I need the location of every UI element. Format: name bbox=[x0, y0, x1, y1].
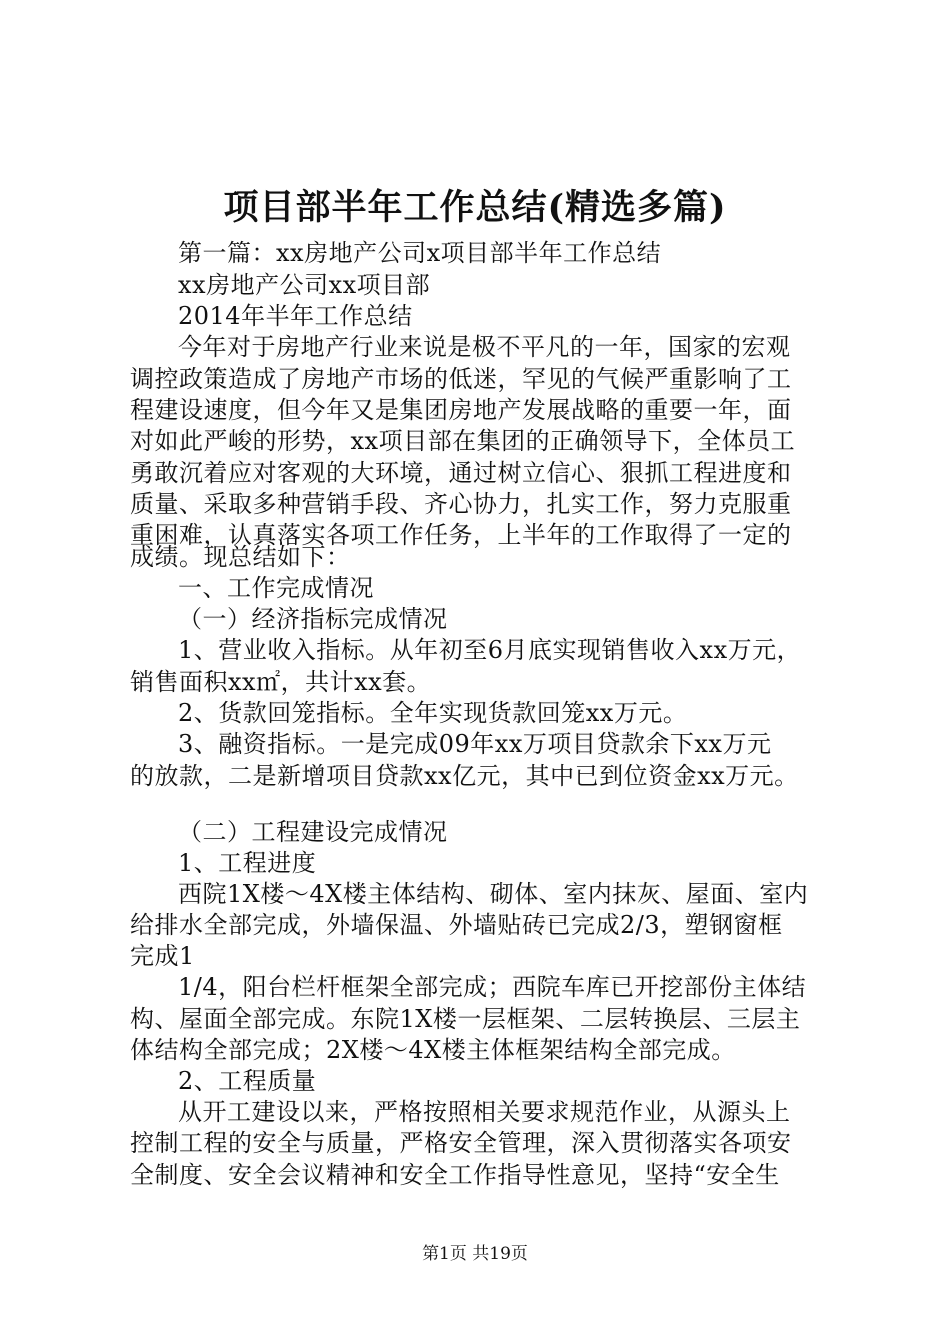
text-line: 从开工建设以来，严格按照相关要求规范作业，从源头上 bbox=[178, 1098, 791, 1126]
text-line: 的放款，二是新增项目贷款xx亿元，其中已到位资金xx万元。 bbox=[130, 762, 799, 790]
section-heading: （二）工程建设完成情况 bbox=[178, 818, 448, 846]
text-line: 成绩。现总结如下： bbox=[130, 543, 351, 571]
text-line: 2、货款回笼指标。全年实现货款回笼xx万元。 bbox=[178, 699, 688, 727]
document-title: 项目部半年工作总结(精选多篇) bbox=[223, 187, 727, 228]
text-line: xx房地产公司xx项目部 bbox=[178, 271, 431, 299]
text-line: 质量、采取多种营销手段、齐心协力，扎实工作，努力克服重 bbox=[130, 490, 792, 518]
page-footer: 第1页 共19页 bbox=[422, 1244, 528, 1264]
text-line: 今年对于房地产行业来说是极不平凡的一年，国家的宏观 bbox=[178, 333, 791, 361]
text-line: 1/4，阳台栏杆框架全部完成；西院车库已开挖部份主体结 bbox=[178, 973, 807, 1001]
text-line: 西院1X楼～4X楼主体结构、砌体、室内抹灰、屋面、室内 bbox=[178, 880, 809, 908]
section-heading: 2、工程质量 bbox=[178, 1067, 317, 1095]
text-line: 勇敢沉着应对客观的大环境，通过树立信心、狠抓工程进度和 bbox=[130, 459, 792, 487]
section-heading: （一）经济指标完成情况 bbox=[178, 605, 448, 633]
text-line: 重困难，认真落实各项工作任务，上半年的工作取得了一定的 bbox=[130, 521, 792, 549]
section-heading: 一、工作完成情况 bbox=[178, 574, 374, 602]
text-line: 体结构全部完成；2X楼～4X楼主体框架结构全部完成。 bbox=[130, 1036, 736, 1064]
text-line: 控制工程的安全与质量，严格安全管理，深入贯彻落实各项安 bbox=[130, 1129, 792, 1157]
text-line: 2014年半年工作总结 bbox=[178, 302, 413, 330]
section-heading: 1、工程进度 bbox=[178, 849, 317, 877]
text-line: 对如此严峻的形势，xx项目部在集团的正确领导下，全体员工 bbox=[130, 427, 796, 455]
text-line: 销售面积xx㎡，共计xx套。 bbox=[130, 668, 432, 696]
text-line: 全制度、安全会议精神和安全工作指导性意见，坚持“安全生 bbox=[130, 1161, 780, 1189]
text-line: 调控政策造成了房地产市场的低迷，罕见的气候严重影响了工 bbox=[130, 365, 792, 393]
text-line: 第一篇：xx房地产公司x项目部半年工作总结 bbox=[178, 239, 662, 267]
text-line: 3、融资指标。一是完成09年xx万项目贷款余下xx万元 bbox=[178, 730, 772, 758]
text-line: 程建设速度，但今年又是集团房地产发展战略的重要一年，面 bbox=[130, 396, 792, 424]
text-line: 1、营业收入指标。从年初至6月底实现销售收入xx万元， bbox=[178, 636, 802, 664]
text-line: 给排水全部完成，外墙保温、外墙贴砖已完成2/3，塑钢窗框 bbox=[130, 911, 783, 939]
text-line: 构、屋面全部完成。东院1X楼一层框架、二层转换层、三层主 bbox=[130, 1005, 801, 1033]
text-line: 完成1 bbox=[130, 942, 195, 970]
